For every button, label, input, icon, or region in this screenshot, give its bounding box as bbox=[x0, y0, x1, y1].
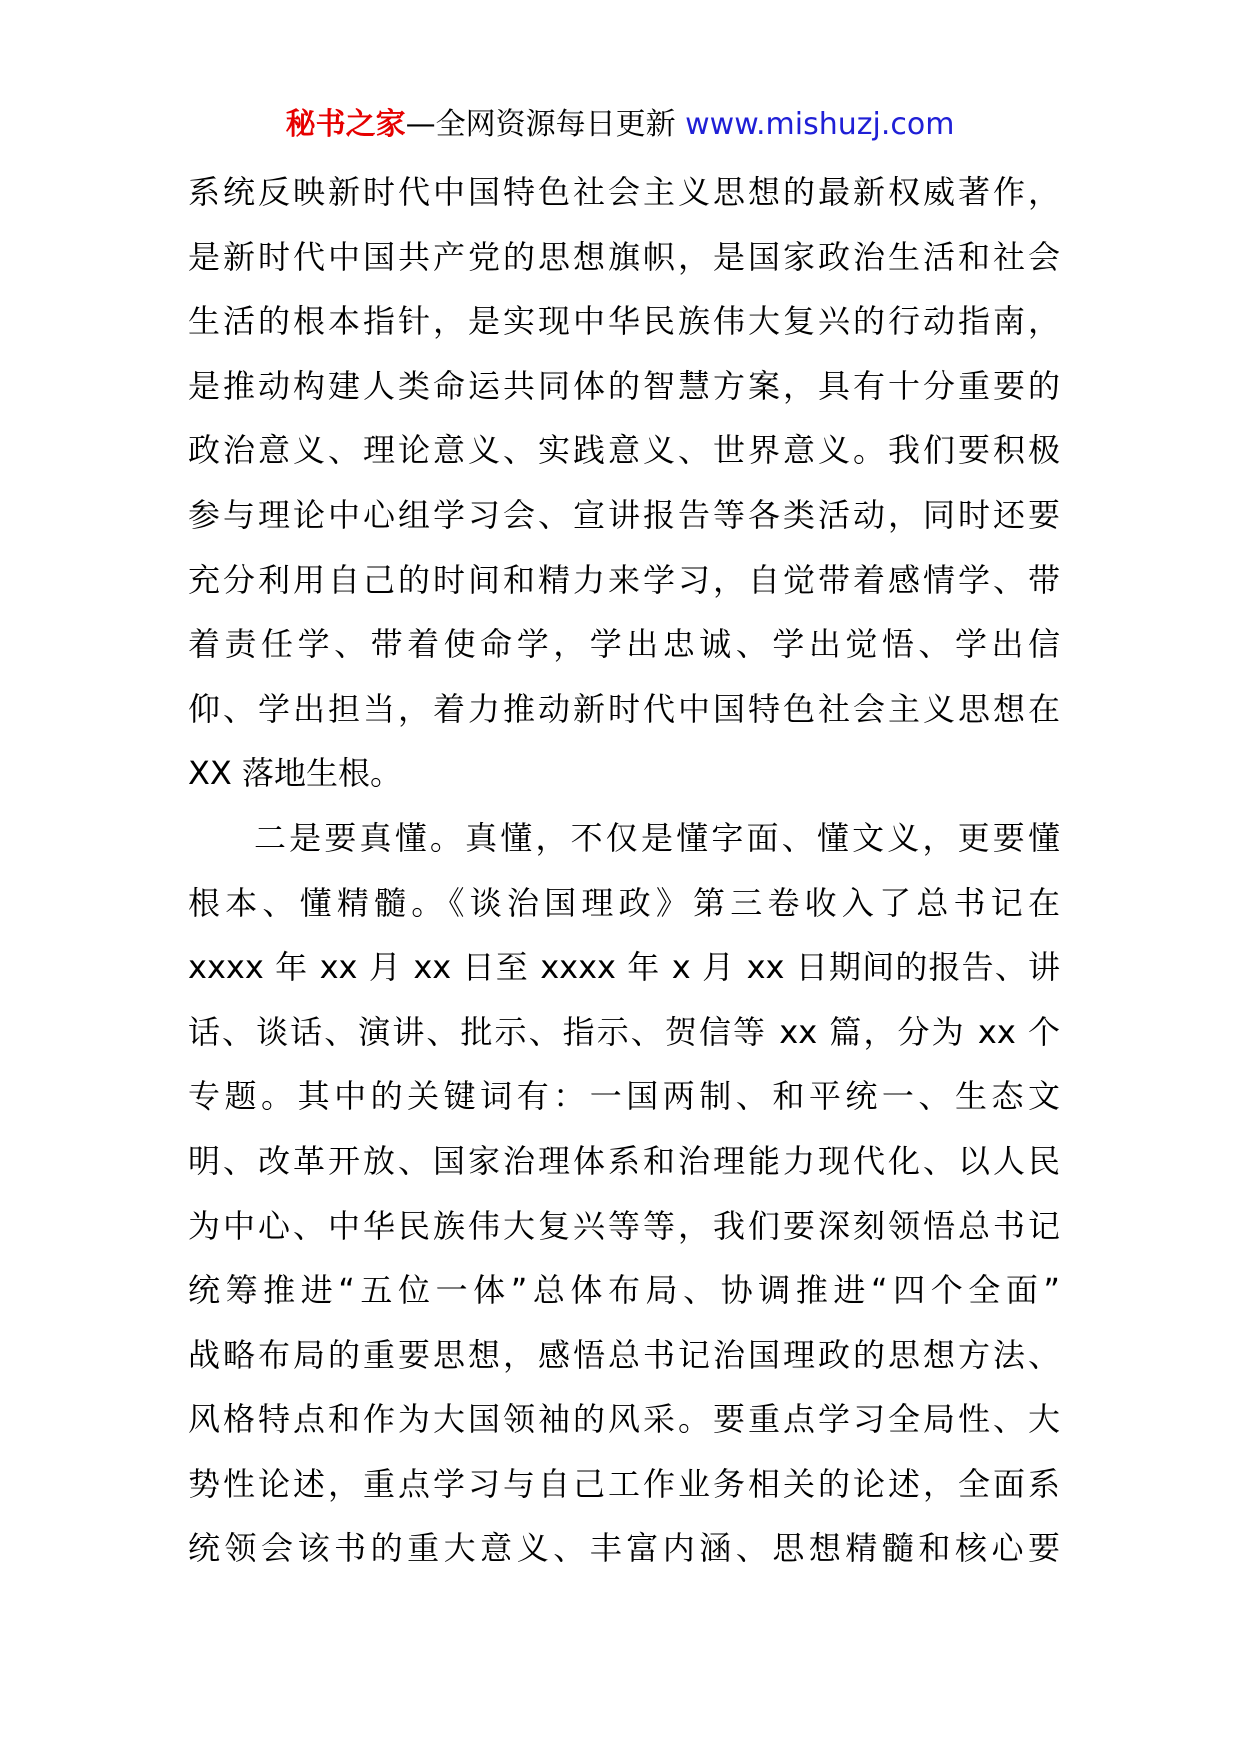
text-line: 政治意义、理论意义、实践意义、世界意义。我们要积极 bbox=[188, 431, 1060, 470]
text-line: 话、谈话、演讲、批示、指示、贺信等 xx 篇，分为 xx 个 bbox=[188, 1012, 1060, 1051]
text-line: 是推动构建人类命运共同体的智慧方案，具有十分重要的 bbox=[188, 366, 1060, 405]
text-line: 系统反映新时代中国特色社会主义思想的最新权威著作， bbox=[188, 173, 1060, 211]
header-brand: 秘书之家 bbox=[285, 107, 406, 142]
text-line: XX 落地生根。 bbox=[188, 754, 403, 793]
text-line: 统领会该书的重大意义、丰富内涵、思想精髓和核心要 bbox=[188, 1529, 1060, 1568]
text-line: 专题。其中的关键词有：一国两制、和平统一、生态文 bbox=[188, 1077, 1060, 1116]
header-url-link[interactable]: www.mishuzj.com bbox=[685, 107, 955, 142]
paragraph-first-line: 二是要真懂。真懂，不仅是懂字面、懂文义，更要懂 bbox=[254, 818, 1060, 857]
text-line: 根本、懂精髓。《谈治国理政》第三卷收入了总书记在 bbox=[188, 883, 1060, 922]
text-line: 为中心、中华民族伟大复兴等等，我们要深刻领悟总书记 bbox=[188, 1206, 1060, 1245]
text-line: 充分利用自己的时间和精力来学习，自觉带着感情学、带 bbox=[188, 560, 1060, 599]
text-line: 风格特点和作为大国领袖的风采。要重点学习全局性、大 bbox=[188, 1400, 1060, 1439]
text-line: 是新时代中国共产党的思想旗帜，是国家政治生活和社会 bbox=[188, 237, 1060, 276]
text-line: 统筹推进“五位一体”总体布局、协调推进“四个全面” bbox=[188, 1271, 1060, 1310]
text-line: 势性论述，重点学习与自己工作业务相关的论述，全面系 bbox=[188, 1464, 1060, 1503]
page-header bbox=[0, 102, 1240, 148]
text-line: 着责任学、带着使命学，学出忠诚、学出觉悟、学出信 bbox=[188, 625, 1060, 664]
text-line: 明、改革开放、国家治理体系和治理能力现代化、以人民 bbox=[188, 1141, 1060, 1180]
text-line: 仰、学出担当，着力推动新时代中国特色社会主义思想在 bbox=[188, 689, 1060, 728]
header-tagline: —全网资源每日更新 bbox=[405, 107, 686, 142]
text-line: 生活的根本指针，是实现中华民族伟大复兴的行动指南， bbox=[188, 302, 1060, 341]
document-body bbox=[188, 160, 1060, 1581]
text-line: 战略布局的重要思想，感悟总书记治国理政的思想方法、 bbox=[188, 1335, 1060, 1374]
text-line: 参与理论中心组学习会、宣讲报告等各类活动，同时还要 bbox=[188, 495, 1060, 534]
text-line: xxxx 年 xx 月 xx 日至 xxxx 年 x 月 xx 日期间的报告、讲 bbox=[188, 948, 1060, 987]
